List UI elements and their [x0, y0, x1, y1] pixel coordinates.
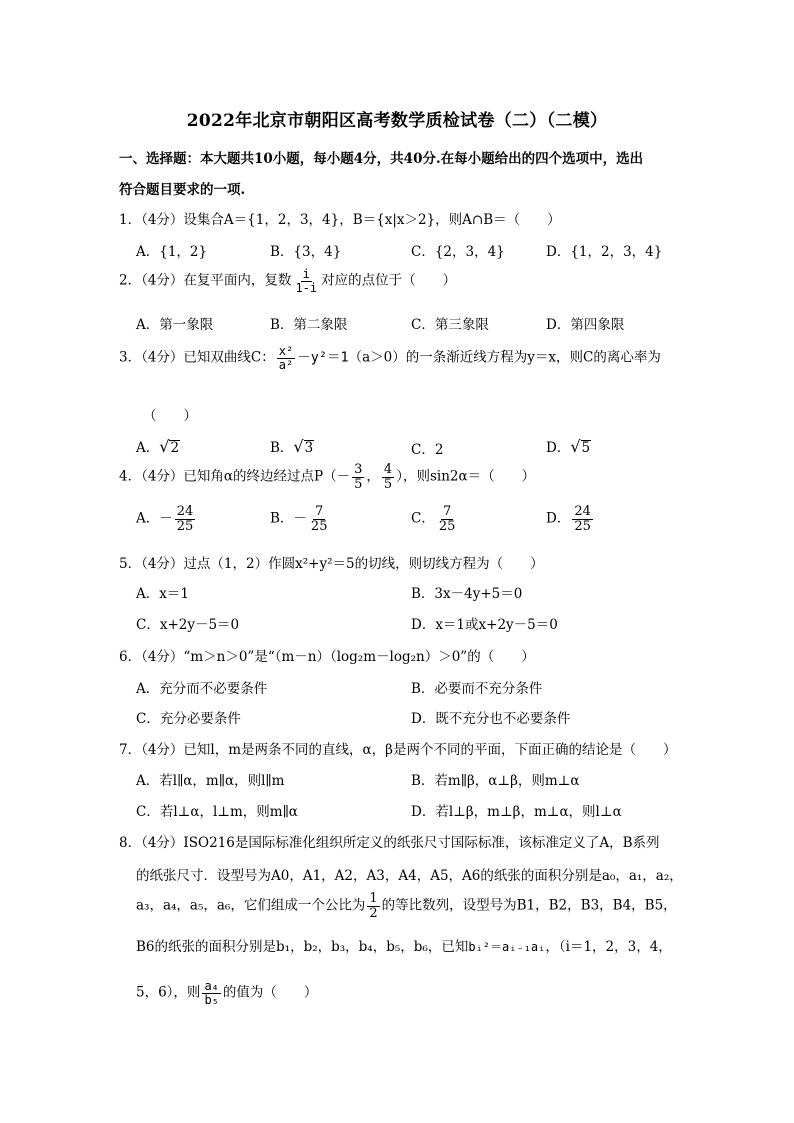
question-1: 1．（4分）设集合A＝{1，2，3，4}，B＝{x|x＞2}，则A∩B＝（ ）	[119, 212, 561, 228]
q7-option-c: C．若l⊥α，l⊥m，则m∥α	[136, 804, 298, 820]
section-heading-cont: 符合题目要求的一项.	[119, 182, 246, 198]
q3-fraction-den: a²	[278, 357, 294, 372]
q8-line-4-end: ，（i＝1，2，3，4，	[545, 939, 672, 955]
q3-option-b-label: B．	[270, 440, 294, 456]
q4-option-b	[270, 505, 331, 533]
question-8-line-3	[136, 892, 677, 920]
q3-option-d	[546, 436, 591, 456]
q3-option-c: C．2	[411, 442, 444, 458]
q8-line-5-start: 5，6），则	[136, 984, 201, 1001]
q3-stem: 3．（4分）已知双曲线C：	[119, 349, 275, 366]
q3-option-d-value: 5	[581, 440, 591, 457]
q2-option-c: C．第三象限	[411, 317, 489, 333]
q4-option-d-num: 24	[574, 504, 591, 519]
q4-fraction-2-num: 4	[383, 462, 393, 477]
q4-option-c-den: 25	[438, 518, 456, 534]
q4-separator: ，	[366, 468, 380, 485]
question-3	[119, 345, 661, 371]
question-6: 6．（4分）“m＞n＞0”是“（m－n）（log₂m－log₂n）＞0”的（ ）	[119, 649, 535, 665]
sqrt-icon: √ 2	[159, 437, 180, 457]
q4-option-b-label: B．－	[270, 510, 307, 527]
q2-option-a: A．第一象限	[136, 317, 214, 333]
q7-option-d: D．若l⊥β，m⊥β，m⊥α，则l⊥α	[411, 804, 622, 820]
q2-stem-end: 对应的点位于（ ）	[321, 272, 457, 289]
q5-option-a: A．x＝1	[136, 586, 189, 602]
q4-option-c	[411, 505, 459, 533]
question-8-line-5	[136, 980, 317, 1006]
q4-option-a-fraction	[175, 505, 196, 533]
q4-option-a	[136, 505, 197, 533]
q4-fraction-2-den: 5	[383, 476, 393, 492]
q8-line-4-start: B6的纸张的面积分别是b₁，b₂，b₃，b₄，b₅，b₆，已知	[136, 939, 469, 955]
q2-fraction-den: 1-i	[295, 280, 318, 295]
sqrt-icon: √ 5	[570, 437, 591, 457]
q4-option-d-label: D．	[546, 510, 571, 527]
q3-option-a-value: 2	[170, 440, 180, 457]
q6-option-c: C．充分必要条件	[136, 711, 241, 727]
q4-option-b-fraction	[309, 505, 330, 533]
q3-stem-end: （a＞0）的一条渐近线方程为y＝x，则C的离心率为	[348, 349, 661, 366]
question-2	[119, 268, 456, 294]
q4-stem-end: ），则sin2α＝（ ）	[396, 468, 536, 485]
q3-equation-rest: －y²＝1	[297, 349, 349, 366]
q3-option-a	[136, 436, 180, 456]
q5-option-c: C．x+2y－5＝0	[136, 617, 240, 633]
q4-fraction-1-num: 3	[354, 462, 363, 477]
q3-answer-paren: （ ）	[143, 408, 197, 424]
q1-option-b: B．{3，4}	[270, 244, 342, 260]
page-title: 2022年北京市朝阳区高考数学质检试卷（二）（二模）	[186, 111, 608, 131]
q3-option-b	[270, 436, 314, 456]
q4-option-d	[546, 505, 595, 533]
q4-stem: 4．（4分）已知角α的终边经过点P（－	[119, 468, 351, 485]
question-8-line-2: 的纸张尺寸．设型号为A0，A1，A2，A3，A4，A5，A6的纸张的面积分别是a₀，a₁，a₂，	[136, 868, 683, 884]
sqrt-icon: √ 3	[293, 437, 314, 457]
q3-option-d-label: D．	[546, 440, 571, 456]
q4-option-b-den: 25	[310, 518, 328, 534]
q4-fraction-1	[352, 463, 364, 491]
q8-line-3-end: 的等比数列，设型号为B1，B2，B3，B4，B5，	[381, 897, 677, 914]
q4-fraction-2	[382, 463, 394, 491]
question-7: 7．（4分）已知l，m是两条不同的直线，α，β是两个不同的平面，下面正确的结论是（ ）	[119, 742, 677, 758]
question-4	[119, 463, 535, 491]
q3-fraction-num: x²	[278, 344, 294, 358]
q2-option-d: D．第四象限	[546, 317, 625, 333]
q8-target-fraction	[202, 980, 220, 1006]
q6-option-a: A．充分而不必要条件	[136, 681, 268, 697]
q5-option-b: B．3x－4y+5＝0	[411, 586, 523, 602]
q1-option-c: C．{2，3，4}	[411, 244, 505, 260]
q2-stem: 2．（4分）在复平面内，复数	[119, 272, 292, 289]
q2-fraction	[293, 268, 319, 294]
q3-option-b-value: 3	[304, 440, 314, 457]
question-8-line-4	[136, 935, 672, 955]
q8-ratio-fraction	[367, 892, 379, 920]
q4-option-b-num: 7	[315, 504, 324, 519]
q4-option-d-fraction	[572, 505, 593, 533]
q8-recurrence-formula: bᵢ²＝aᵢ₋₁aᵢ	[468, 940, 546, 954]
q4-option-a-num: 24	[176, 504, 194, 519]
q8-target-den: b₅	[204, 992, 219, 1007]
q8-line-3-start: a₃，a₄，a₅，a₆，它们组成一个公比为	[136, 897, 366, 914]
q1-option-d: D．{1，2，3，4}	[546, 244, 663, 260]
q8-line-5-end: 的值为（ ）	[222, 984, 318, 1001]
question-8: 8．（4分）ISO216是国际标准化组织所定义的纸张尺寸国际标准，该标准定义了A，B系列	[119, 835, 660, 851]
q8-ratio-num: 1	[369, 891, 378, 906]
q5-option-d: D．x＝1或x+2y－5＝0	[411, 617, 558, 633]
q4-option-c-fraction	[437, 505, 458, 533]
q4-option-c-num: 7	[442, 504, 452, 519]
q1-option-a: A．{1，2}	[136, 244, 208, 260]
q2-option-b: B．第二象限	[270, 317, 348, 333]
q3-fraction	[277, 345, 295, 371]
q4-fraction-1-den: 5	[354, 476, 363, 492]
q2-fraction-num: i	[302, 267, 310, 281]
q4-option-a-label: A．－	[136, 510, 173, 527]
section-heading: 一、选择题：本大题共10小题，每小题4分，共40分.在每小题给出的四个选项中，选出	[119, 151, 644, 167]
q7-option-a: A．若l∥α，m∥α，则l∥m	[136, 773, 285, 789]
q6-option-d: D．既不充分也不必要条件	[411, 711, 571, 727]
q6-option-b: B．必要而不充分条件	[411, 681, 543, 697]
q3-option-a-label: A．	[136, 440, 160, 456]
q8-target-num: a₄	[204, 979, 219, 993]
q8-ratio-den: 2	[369, 905, 378, 921]
q7-option-b: B．若m∥β，α⊥β，则m⊥α	[411, 773, 580, 789]
q4-option-a-den: 25	[176, 518, 194, 534]
q4-option-d-den: 25	[574, 518, 591, 534]
q4-option-c-label: C．	[411, 510, 435, 527]
question-5: 5．（4分）过点（1，2）作圆x²+y²＝5的切线，则切线方程为（ ）	[119, 556, 544, 572]
